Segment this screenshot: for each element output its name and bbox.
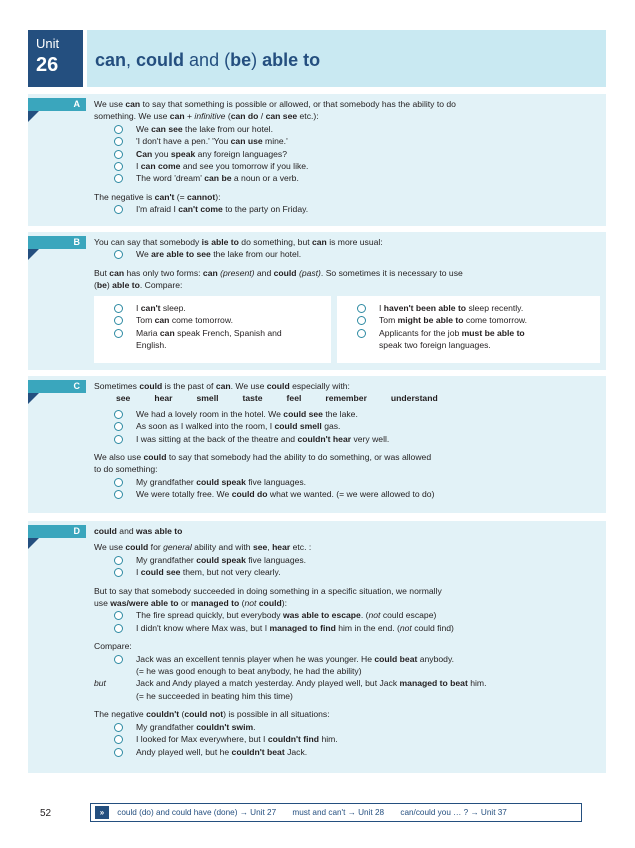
section-marker-icon [28, 249, 39, 260]
verb: hear [154, 393, 173, 404]
bullet-icon [114, 490, 123, 499]
example-item: I could see them, but not very clearly. [94, 566, 599, 578]
unit-badge [28, 30, 83, 87]
verb: smell [196, 393, 219, 404]
section-label: A [28, 98, 86, 111]
bullet-icon [114, 150, 123, 159]
paragraph: something. We use can + infinitive (can do / can see etc.): [94, 111, 319, 122]
example-item: I was sitting at the back of the theatre and couldn't hear very well. [94, 433, 599, 445]
example-item: (= he was good enough to beat anybody, he had the ability) [136, 666, 362, 677]
bullet-icon [114, 137, 123, 146]
bullet-icon [114, 435, 123, 444]
section-label: B [28, 236, 86, 249]
bullet-icon [114, 624, 123, 633]
bullet-icon [114, 205, 123, 214]
example-item: My grandfather could speak five languages. [94, 554, 599, 566]
paragraph: But to say that somebody succeeded in doing something in a specific situation, we normally [94, 585, 442, 596]
bullet-icon [114, 410, 123, 419]
paragraph: use was/were able to or managed to (not could): [94, 598, 287, 609]
bullet-icon [114, 125, 123, 134]
compare-box-right [337, 296, 600, 363]
bullet-icon [114, 174, 123, 183]
example-item: I didn't know where Max was, but I managed to find him in the end. (not could find) [94, 622, 599, 634]
example-item: We were totally free. We could do what we wanted. (= we were allowed to do) [94, 488, 599, 500]
bullet-icon [114, 723, 123, 732]
example-item: speak two foreign languages. [379, 340, 491, 351]
bullet-icon [357, 329, 366, 338]
verb: remember [325, 393, 367, 404]
example-item: Applicants for the job must be able to [337, 327, 600, 339]
section-marker-icon [28, 111, 39, 122]
paragraph: We also use could to say that somebody had the ability to do something, or was allowed [94, 452, 432, 463]
example-item: As soon as I walked into the room, I could smell gas. [94, 420, 599, 432]
unit-label: Unit [36, 36, 60, 51]
bullet-icon [114, 422, 123, 431]
paragraph: You can say that somebody is able to do something, but can is more usual: [94, 237, 383, 247]
bullet-icon [114, 556, 123, 565]
bullet-icon [114, 568, 123, 577]
section-label: C [28, 380, 86, 393]
section-d [28, 521, 606, 773]
page-number: 52 [40, 808, 52, 819]
paragraph: The negative is can't (= cannot): [94, 191, 221, 202]
bullet-icon [114, 316, 123, 325]
example-item: We are able to see the lake from our hotel. [94, 248, 599, 260]
unit-number: 26 [36, 54, 59, 76]
example-item: We had a lovely room in the hotel. We could see the lake. [94, 408, 599, 420]
example-item: I can come and see you tomorrow if you like. [94, 160, 599, 172]
bullet-icon [114, 655, 123, 664]
section-heading: could and was able to [94, 526, 183, 536]
example-item: The fire spread quickly, but everybody was able to escape. (not could escape) [94, 609, 599, 621]
paragraph: Sometimes could is the past of can. We use could especially with: [94, 381, 350, 391]
section-marker-icon [28, 538, 39, 549]
paragraph: The negative couldn't (could not) is possible in all situations: [94, 709, 330, 720]
paragraph: We use can to say that something is possible or allowed, or that somebody has the ability to do [94, 99, 456, 109]
example-item: Andy played well, but he couldn't beat Jack. [94, 746, 599, 758]
cross-reference-link[interactable]: could (do) and could have (done) → Unit 27 [117, 808, 277, 817]
section-label: D [28, 525, 86, 538]
example-item: My grandfather could speak five languages. [94, 476, 599, 488]
section-marker-icon [28, 393, 39, 404]
paragraph: (be) able to. Compare: [94, 280, 183, 291]
verb: taste [242, 393, 263, 404]
example-item: Jack was an excellent tennis player when he was younger. He could beat anybody. [94, 653, 599, 665]
bullet-icon [114, 304, 123, 313]
bullet-icon [357, 304, 366, 313]
bullet-icon [114, 250, 123, 259]
bullet-icon [114, 329, 123, 338]
bullet-icon [114, 748, 123, 757]
cross-reference-link[interactable]: can/could you … ? → Unit 37 [400, 808, 507, 817]
verb: see [116, 393, 131, 404]
section-b [28, 232, 606, 370]
example-item: I haven't been able to sleep recently. [337, 302, 600, 314]
bullet-icon [114, 162, 123, 171]
title-bar [87, 30, 606, 87]
verb: understand [390, 393, 438, 404]
bullet-icon [357, 316, 366, 325]
cross-reference-link[interactable]: must and can't → Unit 28 [292, 808, 385, 817]
bullet-icon [114, 735, 123, 744]
example-item: but Jack and Andy played a match yesterday. Andy played well, but Jack managed to beat him. [94, 678, 487, 689]
but-label: but [94, 678, 106, 689]
example-item: My grandfather couldn't swim. [94, 721, 599, 733]
example-item: 'I don't have a pen.' 'You can use mine.' [94, 135, 599, 147]
example-item: Tom can come tomorrow. [94, 314, 331, 326]
bullet-icon [114, 611, 123, 620]
cross-reference-icon: » [95, 806, 109, 819]
example-item: (= he succeeded in beating him this time) [136, 690, 293, 701]
example-item: We can see the lake from our hotel. [94, 123, 599, 135]
example-item: Can you speak any foreign languages? [94, 148, 599, 160]
section-c [28, 376, 606, 513]
verb: feel [286, 393, 302, 404]
verb-list [94, 392, 599, 404]
page-title: can, could and (be) able to [95, 50, 321, 70]
compare-box-left [94, 296, 331, 363]
example-item: The word 'dream' can be a noun or a verb. [94, 172, 599, 184]
example-item: Maria can speak French, Spanish and [94, 327, 331, 339]
paragraph: We use could for general ability and with see, hear etc. : [94, 542, 312, 553]
cross-reference-bar [90, 803, 582, 822]
example-item: Tom might be able to come tomorrow. [337, 314, 600, 326]
paragraph: Compare: [94, 641, 132, 652]
example-item: I looked for Max everywhere, but I couldn't find him. [94, 733, 599, 745]
example-item: I can't sleep. [94, 302, 331, 314]
bullet-icon [114, 478, 123, 487]
example-item: I'm afraid I can't come to the party on Friday. [94, 203, 599, 215]
section-a [28, 94, 606, 226]
paragraph: to do something: [94, 464, 158, 475]
example-item: English. [136, 340, 167, 351]
paragraph: But can has only two forms: can (present) and could (past). So sometimes it is necessary to use [94, 267, 463, 278]
